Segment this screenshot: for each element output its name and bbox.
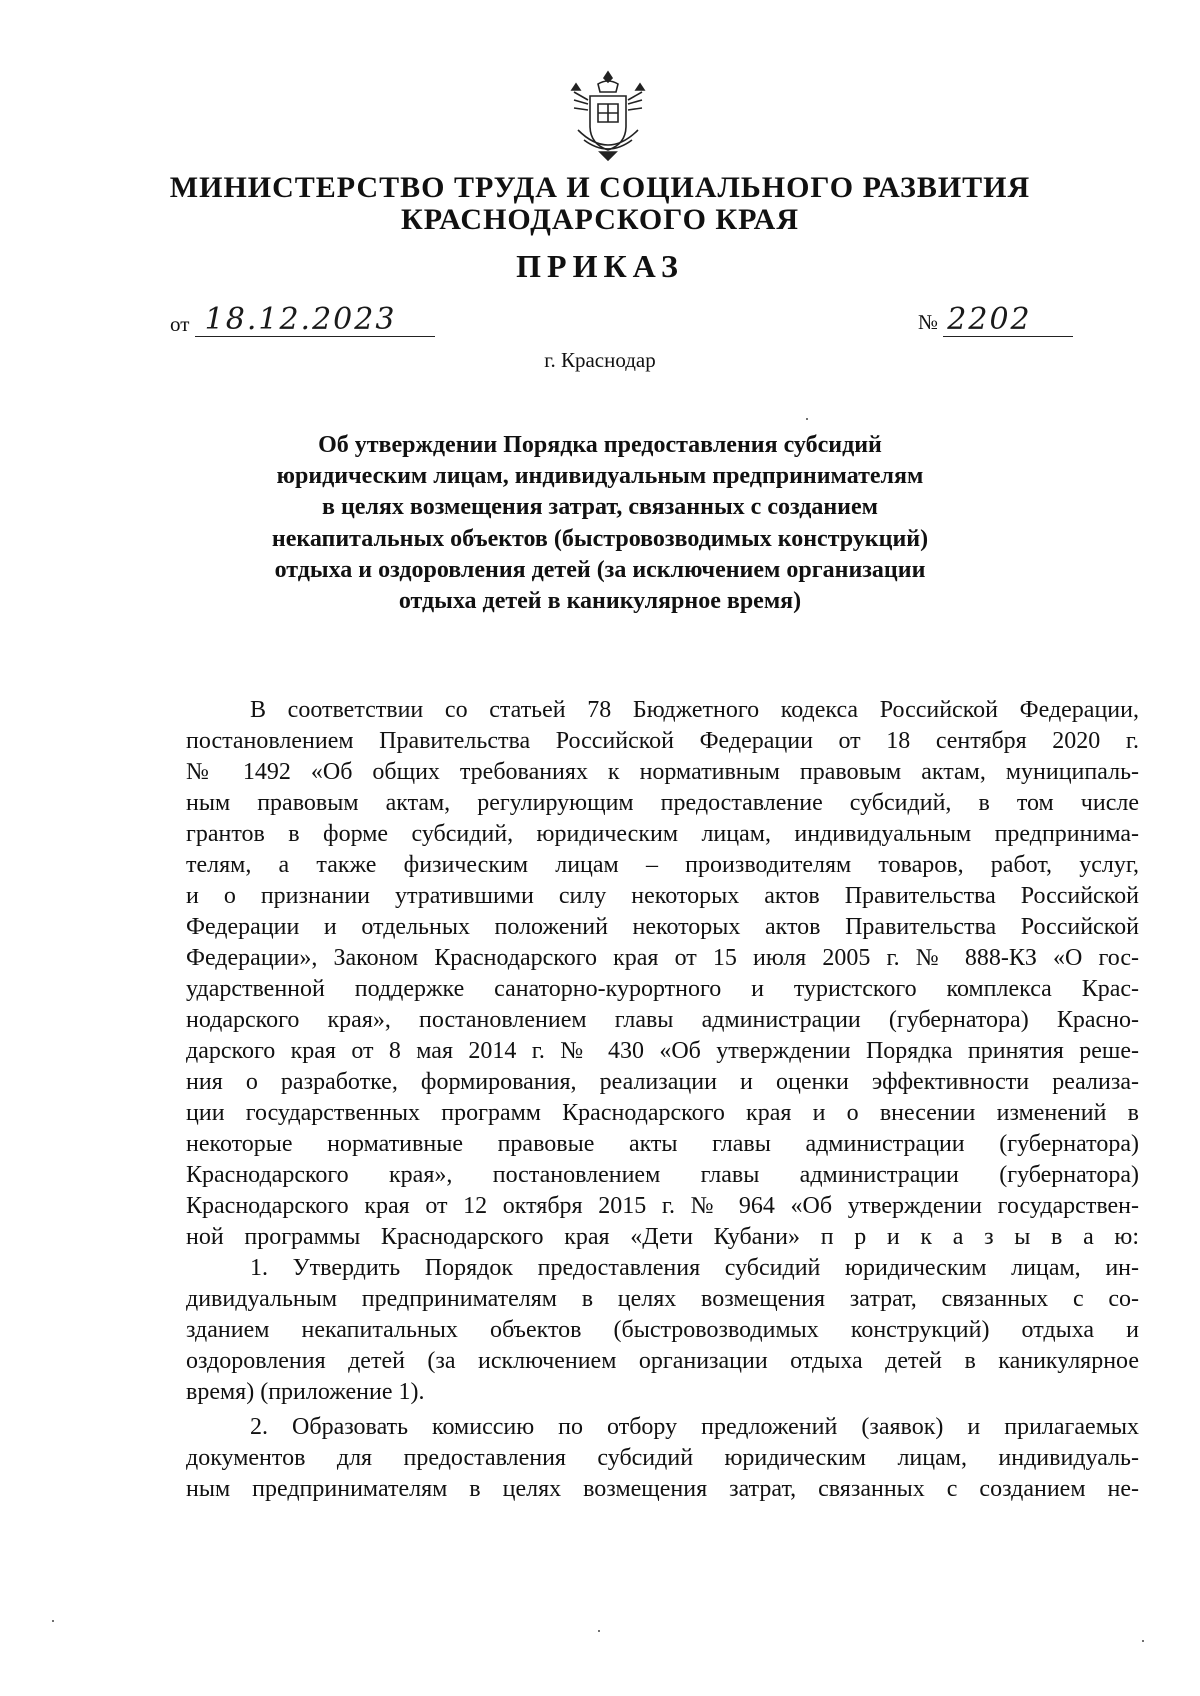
number-value: 2202 (943, 305, 1073, 337)
title-line: некапитальных объектов (быстровозводимых конструкций) (271, 525, 929, 552)
body-line: и о признании утратившими силу некоторых актов Правительства Российской (186, 883, 1139, 909)
body-line: постановлением Правительства Российской Федерации от 18 сентября 2020 г. (186, 728, 1139, 754)
ministry-line: МИНИСТЕРСТВО ТРУДА И СОЦИАЛЬНОГО РАЗВИТИЯ (169, 171, 1031, 204)
body-line: ным правовым актам, регулирующим предоставление субсидий, в том числе (186, 790, 1139, 816)
body-line: дивидуальным предпринимателям в целях возмещения затрат, связанных с со- (186, 1286, 1139, 1312)
body-line: В соответствии со статьей 78 Бюджетного кодекса Российской Федерации, (250, 697, 1139, 723)
body-line: дарского края от 8 мая 2014 г. № 430 «Об утверждении Порядка принятия реше- (186, 1038, 1139, 1064)
title-line: отдыха и оздоровления детей (за исключением организации (274, 556, 926, 583)
body-line: телям, а также физическим лицам – производителям товаров, работ, услуг, (186, 852, 1139, 878)
date-value: 18.12.2023 (195, 305, 435, 337)
body-line: Краснодарского края», постановлением главы администрации (губернатора) (186, 1162, 1139, 1188)
body-line: № 1492 «Об общих требованиях к нормативным правовым актам, муниципаль- (186, 759, 1139, 785)
body-line: некоторые нормативные правовые акты главы администрации (губернатора) (186, 1131, 1139, 1157)
body-line: ния о разработке, формирования, реализации и оценки эффективности реализа- (186, 1069, 1139, 1095)
body-line: ной программы Краснодарского края «Дети Кубани» п р и к а з ы в а ю: (186, 1224, 1139, 1250)
order-title (200, 430, 1000, 617)
body-line: 1. Утвердить Порядок предоставления субсидий юридическим лицам, ин- (250, 1255, 1139, 1281)
ministry-name (150, 172, 1050, 236)
preamble-paragraph (186, 695, 1139, 1253)
city: г. Краснодар (544, 348, 656, 372)
title-line: в целях возмещения затрат, связанных с созданием (322, 494, 878, 521)
body-line: нодарского края», постановлением главы администрации (губернатора) Красно- (186, 1007, 1139, 1033)
title-line: отдыха детей в каникулярное время) (398, 588, 802, 615)
coat-of-arms-icon (568, 70, 648, 166)
scan-speck (806, 418, 808, 420)
body-line: Краснодарского края от 12 октября 2015 г. № 964 «Об утверждении государствен- (186, 1193, 1139, 1219)
number-label: № (918, 310, 939, 334)
body-line: ударственной поддержке санаторно-курортного и туристского комплекса Крас- (186, 976, 1139, 1002)
scan-speck (598, 1630, 600, 1632)
body-line: документов для предоставления субсидий юридическим лицам, индивидуаль- (186, 1445, 1139, 1471)
body-line: ным предпринимателям в целях возмещения затрат, связанных с созданием не- (186, 1476, 1139, 1502)
order-body (186, 695, 1139, 1505)
date-label: от (170, 312, 190, 336)
body-line: оздоровления детей (за исключением организации отдыха детей в каникулярное (186, 1348, 1139, 1374)
body-line: время) (приложение 1). (186, 1379, 425, 1405)
order-number (918, 302, 1073, 337)
body-line: грантов в форме субсидий, юридическим лицам, индивидуальным предпринима- (186, 821, 1139, 847)
document-type: ПРИКАЗ (516, 248, 684, 284)
order-date (170, 302, 435, 337)
title-line: Об утверждении Порядка предоставления субсидий (318, 432, 882, 458)
body-line: зданием некапитальных объектов (быстровозводимых конструкций) отдыха и (186, 1317, 1139, 1343)
item-2-paragraph (186, 1412, 1139, 1505)
item-1-paragraph (186, 1253, 1139, 1408)
body-line: Федерации», Законом Краснодарского края от 15 июля 2005 г. № 888-КЗ «О гос- (186, 945, 1139, 971)
ministry-line: КРАСНОДАРСКОГО КРАЯ (401, 203, 799, 236)
body-line: Федерации и отдельных положений некоторых актов Правительства Российской (186, 914, 1139, 940)
scan-speck (1142, 1640, 1144, 1642)
title-line: юридическим лицам, индивидуальным предпринимателям (276, 463, 924, 490)
body-line: ции государственных программ Краснодарского края и о внесении изменений в (186, 1100, 1139, 1126)
body-line: 2. Образовать комиссию по отбору предложений (заявок) и прилагаемых (250, 1414, 1139, 1440)
scan-speck (52, 1620, 54, 1622)
